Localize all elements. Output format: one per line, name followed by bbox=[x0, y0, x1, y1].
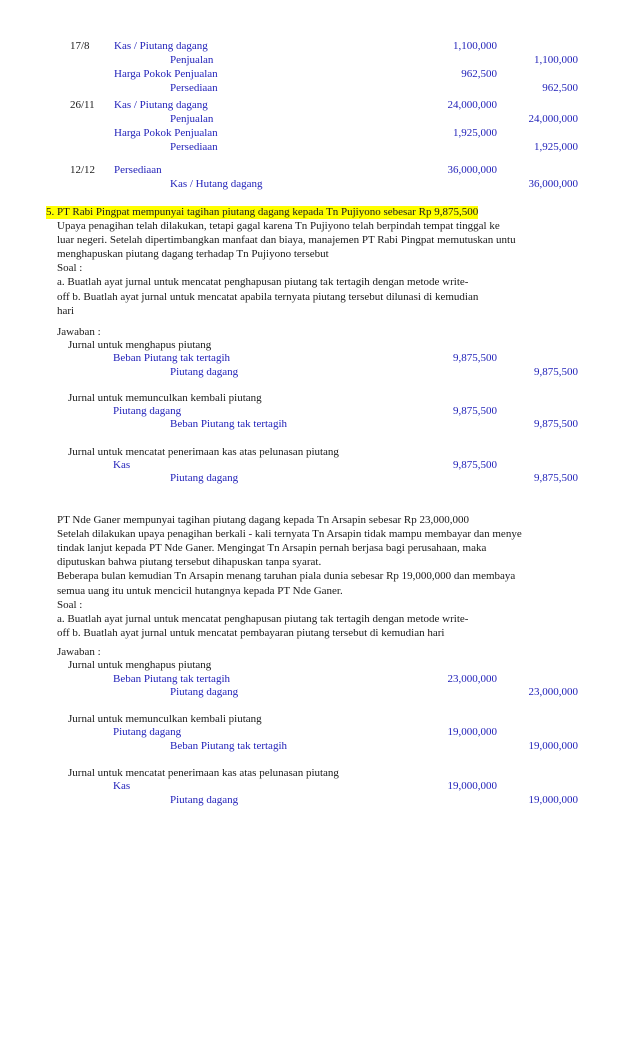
problem6-text-line: PT Nde Ganer mempunyai tagihan piutang dagang kepada Tn Arsapin sebesar Rp 23,000,000 bbox=[57, 514, 470, 526]
journal-debit-amount: 1,925,000 bbox=[453, 127, 497, 139]
journal-debit-account: Harga Pokok Penjualan bbox=[114, 68, 218, 80]
problem6-text-line: diputuskan bahwa piutang tersebut dihapuskan tanpa syarat. bbox=[57, 556, 322, 569]
problem5-text-line: hari bbox=[57, 304, 75, 317]
problem6-j2-credit-account: Beban Piutang tak tertagih bbox=[170, 740, 287, 752]
journal-date: 12/12 bbox=[70, 164, 96, 176]
journal-debit-account: Harga Pokok Penjualan bbox=[114, 127, 218, 139]
journal-credit-account: Kas / Hutang dagang bbox=[170, 178, 263, 190]
problem6-answer-label: Jawaban : bbox=[57, 646, 101, 658]
journal-debit-account: Persediaan bbox=[114, 164, 162, 176]
problem6-j2-debit-amount: 19,000,000 bbox=[447, 726, 497, 738]
journal-credit-amount: 1,925,000 bbox=[534, 141, 578, 153]
journal-credit-account: Penjualan bbox=[170, 113, 214, 125]
problem5-j2-credit-amount: 9,875,500 bbox=[534, 418, 578, 430]
journal-credit-amount: 962,500 bbox=[542, 82, 578, 94]
journal-debit-amount: 24,000,000 bbox=[447, 99, 497, 111]
problem6-j2-credit-amount: 19,000,000 bbox=[528, 740, 578, 752]
problem6-text-line: tindak lanjut kepada PT Nde Ganer. Mengingat Tn Arsapin pernah berjasa bagi perusahaan, maka bbox=[57, 542, 487, 555]
journal-credit-amount: 1,100,000 bbox=[534, 54, 578, 66]
problem5-j1-credit-amount: 9,875,500 bbox=[534, 366, 578, 378]
problem5-j1-title: Jurnal untuk menghapus piutang bbox=[68, 339, 212, 351]
problem5-j1-debit-amount: 9,875,500 bbox=[453, 352, 497, 364]
journal-debit-account: Kas / Piutang dagang bbox=[114, 40, 208, 52]
journal-credit-amount: 24,000,000 bbox=[528, 113, 578, 125]
journal-credit-amount: 36,000,000 bbox=[528, 178, 578, 190]
problem5-j3-credit-account: Piutang dagang bbox=[170, 472, 239, 484]
problem5-text-line: menghapuskan piutang dagang terhadap Tn Pujiyono tersebut bbox=[57, 248, 329, 261]
problem5-j2-debit-account: Piutang dagang bbox=[113, 405, 182, 417]
problem6-text-line: Setelah dilakukan upaya penagihan berkali - kali ternyata Tn Arsapin tidak mampu membayar dan menye bbox=[57, 528, 522, 541]
problem5-text-line: luar negeri. Setelah dipertimbangkan manfaat dan biaya, manajemen PT Rabi Pingpat memutuskan untu bbox=[57, 234, 516, 247]
problem5-heading: 5. PT Rabi Pingpat mempunyai tagihan piutang dagang kepada Tn Pujiyono sebesar Rp 9,875,500 bbox=[46, 206, 479, 218]
problem6-j1-credit-amount: 23,000,000 bbox=[528, 686, 578, 698]
problem6-text-line: a. Buatlah ayat jurnal untuk mencatat penghapusan piutang tak tertagih dengan metode write- bbox=[57, 612, 469, 625]
problem5-text-line: a. Buatlah ayat jurnal untuk mencatat penghapusan piutang tak tertagih dengan metode write- bbox=[57, 276, 469, 289]
journal-credit-account: Persediaan bbox=[170, 141, 218, 153]
journal-date: 26/11 bbox=[70, 99, 95, 111]
journal-date: 17/8 bbox=[70, 40, 90, 52]
problem5-j1-debit-account: Beban Piutang tak tertagih bbox=[113, 352, 230, 364]
problem5-j3-debit-amount: 9,875,500 bbox=[453, 459, 497, 471]
problem6-j3-debit-amount: 19,000,000 bbox=[447, 780, 497, 792]
problem6-j1-debit-amount: 23,000,000 bbox=[447, 673, 497, 685]
problem6-j3-credit-account: Piutang dagang bbox=[170, 794, 239, 806]
journal-debit-account: Kas / Piutang dagang bbox=[114, 99, 208, 111]
problem6-j3-title: Jurnal untuk mencatat penerimaan kas atas pelunasan piutang bbox=[68, 767, 339, 779]
problem6-text-line: off b. Buatlah ayat jurnal untuk mencatat pembayaran piutang tersebut di kemudian hari bbox=[57, 626, 445, 639]
problem5-j2-debit-amount: 9,875,500 bbox=[453, 405, 497, 417]
problem5-j3-debit-account: Kas bbox=[113, 459, 131, 471]
problem5-text-line: Soal : bbox=[57, 262, 83, 275]
journal-debit-amount: 36,000,000 bbox=[447, 164, 497, 176]
problem6-j1-title: Jurnal untuk menghapus piutang bbox=[68, 659, 212, 671]
problem5-answer-label: Jawaban : bbox=[57, 326, 101, 338]
problem5-j3-title: Jurnal untuk mencatat penerimaan kas atas pelunasan piutang bbox=[68, 446, 339, 458]
problem6-j2-title: Jurnal untuk memunculkan kembali piutang bbox=[68, 713, 262, 725]
problem6-j3-debit-account: Kas bbox=[113, 780, 131, 792]
journal-credit-account: Penjualan bbox=[170, 54, 214, 66]
problem5-text-line: off b. Buatlah ayat jurnal untuk mencatat apabila ternyata piutang tersebut dilunasi di kemudian bbox=[57, 290, 479, 303]
problem6-j3-credit-amount: 19,000,000 bbox=[528, 794, 578, 806]
problem5-text-line: Upaya penagihan telah dilakukan, tetapi gagal karena Tn Pujiyono telah berpindah tempat tinggal ke bbox=[57, 220, 500, 232]
problem6-text-line: Beberapa bulan kemudian Tn Arsapin menang taruhan piala dunia sebesar Rp 19,000,000 dan membaya bbox=[57, 570, 516, 583]
problem5-j2-title: Jurnal untuk memunculkan kembali piutang bbox=[68, 392, 262, 404]
problem6-j1-debit-account: Beban Piutang tak tertagih bbox=[113, 673, 230, 685]
journal-debit-amount: 1,100,000 bbox=[453, 40, 497, 52]
problem6-text-line: Soal : bbox=[57, 598, 83, 611]
journal-debit-amount: 962,500 bbox=[461, 68, 497, 80]
problem5-j3-credit-amount: 9,875,500 bbox=[534, 472, 578, 484]
problem6-j2-debit-account: Piutang dagang bbox=[113, 726, 182, 738]
problem5-j1-credit-account: Piutang dagang bbox=[170, 366, 239, 378]
problem5-j2-credit-account: Beban Piutang tak tertagih bbox=[170, 418, 287, 430]
problem6-text-line: semua uang itu untuk mencicil hutangnya kepada PT Nde Ganer. bbox=[57, 584, 343, 597]
journal-credit-account: Persediaan bbox=[170, 82, 218, 94]
problem6-j1-credit-account: Piutang dagang bbox=[170, 686, 239, 698]
